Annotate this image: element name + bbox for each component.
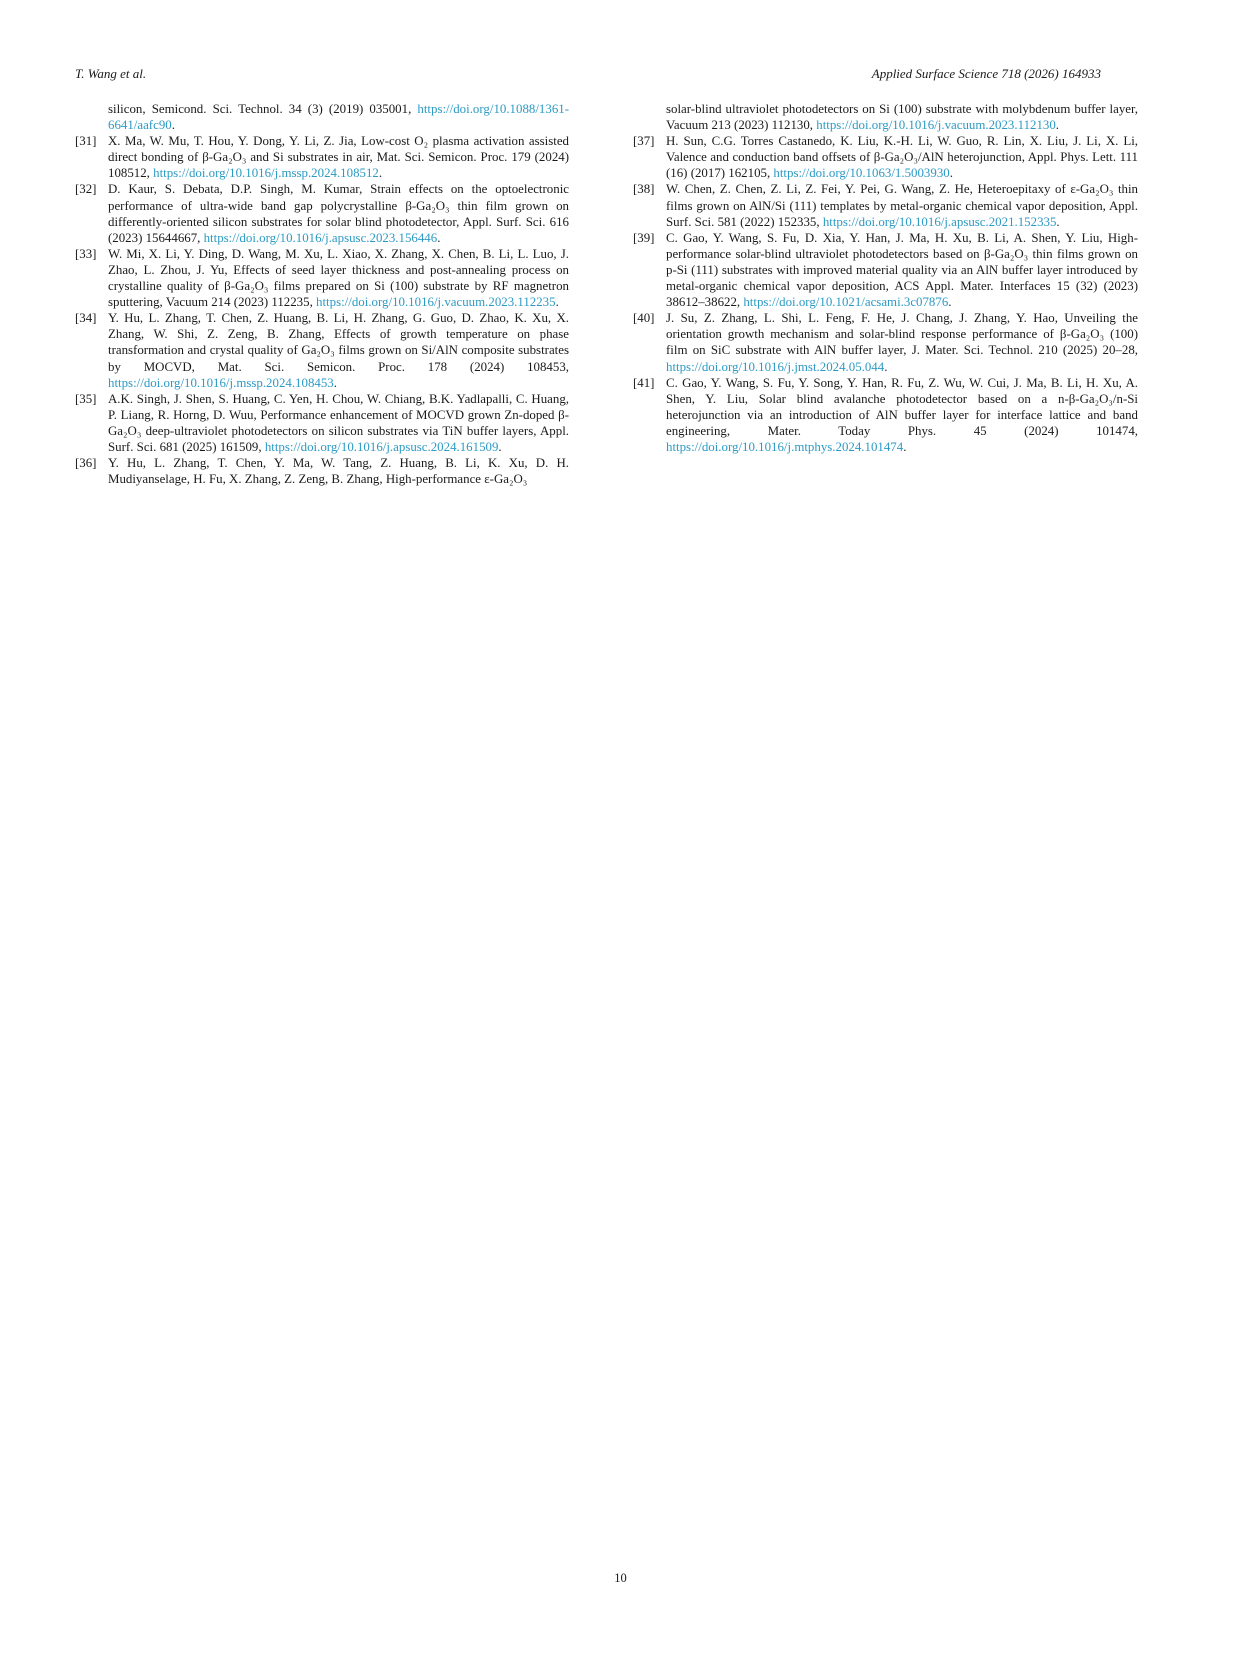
reference-text: . [948, 295, 952, 310]
references-column-left [75, 101, 569, 487]
reference-number: [35] [75, 391, 97, 406]
reference-item [633, 310, 1138, 374]
reference-text: . [333, 375, 337, 390]
reference-text: D. Kaur, S. Debata, D.P. Singh, M. Kumar, Strain effects on the optoelectronic performance of ultra-wide band gap polycrystalline β-Ga₂O₃ thin film grown on differently-oriented silicon substrates for solar blind photodetector, Appl. Surf. Sci. 616 (2023) 15644667, [108, 182, 569, 245]
page-number: 10 [614, 1571, 627, 1585]
reference-item [633, 375, 1138, 455]
reference-item [75, 246, 569, 310]
reference-number: [36] [75, 456, 97, 471]
doi-link[interactable]: https://doi.org/10.1021/acsami.3c07876 [743, 295, 949, 310]
reference-number: [33] [75, 246, 97, 261]
doi-link[interactable]: https://doi.org/10.1088/1361-6641/aafc90 [108, 102, 569, 133]
reference-text: Y. Hu, L. Zhang, T. Chen, Y. Ma, W. Tang, Z. Huang, B. Li, K. Xu, D. H. Mudiyanselage, H. Fu, X. Zhang, Z. Zeng, B. Zhang, High-performance ε-Ga₂O₃ [108, 456, 569, 487]
reference-item [633, 133, 1138, 181]
reference-number: [40] [633, 311, 655, 326]
running-header [75, 66, 1101, 82]
reference-item [75, 391, 569, 455]
reference-item [75, 310, 569, 390]
doi-link[interactable]: https://doi.org/10.1016/j.mssp.2024.108512 [153, 166, 379, 181]
reference-text: . [171, 118, 175, 133]
reference-text: A.K. Singh, J. Shen, S. Huang, C. Yen, H. Chou, W. Chiang, B.K. Yadlapalli, C. Huang, P. Liang, R. Horng, D. Wuu, Performance enhancement of MOCVD grown Zn-doped β-Ga₂O₃ deep-ultraviolet photodetectors on silicon substrates via TiN buffer layers, Appl. Surf. Sci. 681 (2025) 161509, [108, 391, 569, 454]
reference-number: [39] [633, 230, 655, 245]
reference-text: H. Sun, C.G. Torres Castanedo, K. Liu, K.-H. Li, W. Guo, R. Lin, X. Liu, J. Li, X. Li, Valence and conduction band offsets of β-Ga₂O₃/AlN heterojunction, Appl. Phys. Lett. 111 (16) (2017) 162105, [666, 134, 1138, 181]
reference-item [633, 181, 1138, 229]
reference-text: . [437, 230, 441, 245]
reference-item [75, 181, 569, 245]
references-section [75, 101, 1138, 487]
reference-continuation [633, 101, 1138, 133]
reference-text: C. Gao, Y. Wang, S. Fu, D. Xia, Y. Han, J. Ma, H. Xu, B. Li, A. Shen, Y. Liu, High-performance solar-blind ultraviolet photodetectors based on β-Ga₂O₃ thin films grown on p-Si (111) substrates with improved material quality via an AlN buffer layer introduced by metal-organic chemical vapor deposition, ACS Appl. Mater. Interfaces 15 (32) (2023) 38612–38622, [666, 230, 1138, 310]
reference-text: silicon, Semicond. Sci. Technol. 34 (3) (2019) 035001, [108, 102, 418, 116]
reference-text: . [378, 166, 383, 181]
reference-text: J. Su, Z. Zhang, L. Shi, L. Feng, F. He, J. Chang, J. Zhang, Y. Hao, Unveiling the orientation growth mechanism and solar-blind response performance of β-Ga₂O₃ (100) film on SiC substrate with AlN buffer layer, J. Mater. Sci. Technol. 210 (2025) 20–28, [666, 311, 1138, 358]
doi-link[interactable]: https://doi.org/10.1016/j.apsusc.2024.161509 [264, 439, 499, 454]
reference-item [75, 133, 569, 181]
doi-link[interactable]: https://doi.org/10.1016/j.mssp.2024.108453 [108, 375, 334, 390]
doi-link[interactable]: https://doi.org/10.1016/j.apsusc.2023.156446 [203, 230, 438, 245]
reference-text: . [555, 295, 559, 310]
reference-text: . [1055, 118, 1060, 133]
reference-number: [41] [633, 375, 655, 390]
doi-link[interactable]: https://doi.org/10.1016/j.vacuum.2023.112235 [316, 295, 556, 310]
doi-link[interactable]: https://doi.org/10.1016/j.vacuum.2023.112130 [816, 118, 1056, 133]
reference-text: W. Mi, X. Li, Y. Ding, D. Wang, M. Xu, L. Xiao, X. Zhang, X. Chen, B. Li, L. Luo, J. Zhao, L. Zhou, J. Yu, Effects of seed layer thickness and post-annealing process on crystalline quality of β-Ga₂O₃ films prepared on Si (100) substrate by RF magnetron sputtering, Vacuum 214 (2023) 112235, [108, 246, 569, 310]
reference-number: [34] [75, 311, 97, 326]
reference-text: solar-blind ultraviolet photodetectors on Si (100) substrate with molybdenum buffer layer, Vacuum 213 (2023) 112130, [666, 102, 1138, 133]
reference-text: W. Chen, Z. Chen, Z. Li, Z. Fei, Y. Pei, G. Wang, Z. He, Heteroepitaxy of ε-Ga₂O₃ thin films grown on AlN/Si (111) templates by metal-organic chemical vapor deposition, Appl. Surf. Sci. 581 (2022) 152335, [666, 182, 1138, 229]
doi-link[interactable]: https://doi.org/10.1016/j.apsusc.2021.152335 [822, 214, 1057, 229]
reference-text: C. Gao, Y. Wang, S. Fu, Y. Song, Y. Han, R. Fu, Z. Wu, W. Cui, J. Ma, B. Li, H. Xu, A. Shen, Y. Liu, Solar blind avalanche photodetector based on a n-β-Ga₂O₃/n-Si heterojunction via an introduction of AlN buffer layer for interface lattice and band engineering, Mater. Today Phys. 45 (2024) 101474, [666, 375, 1138, 438]
reference-text: . [903, 439, 907, 454]
doi-link[interactable]: https://doi.org/10.1016/j.jmst.2024.05.044 [666, 359, 885, 374]
reference-text: Y. Hu, L. Zhang, T. Chen, Z. Huang, B. Li, H. Zhang, G. Guo, D. Zhao, K. Xu, X. Zhang, W. Shi, Z. Zeng, B. Zhang, Effects of growth temperature on phase transformation and crystal quality of Ga₂O₃ films grown on Si/AlN composite substrates by MOCVD, Mat. Sci. Semicon. Proc. 178 (2024) 108453, [108, 311, 569, 374]
reference-item [633, 230, 1138, 310]
reference-number: [32] [75, 182, 97, 197]
reference-text: . [498, 439, 502, 454]
reference-number: [31] [75, 134, 97, 149]
reference-item [75, 455, 569, 487]
reference-text: X. Ma, W. Mu, T. Hou, Y. Dong, Y. Li, Z. Jia, Low-cost O₂ plasma activation assisted direct bonding of β-Ga₂O₃ and Si substrates in air, Mat. Sci. Semicon. Proc. 179 (2024) 108512, [108, 134, 569, 181]
reference-number: [38] [633, 182, 655, 197]
reference-number: [37] [633, 134, 655, 149]
references-column-right [633, 101, 1138, 487]
reference-text: . [884, 359, 888, 374]
reference-text: . [949, 166, 953, 181]
doi-link[interactable]: https://doi.org/10.1016/j.mtphys.2024.101474 [666, 439, 904, 454]
reference-text: . [1056, 214, 1060, 229]
header-author: T. Wang et al. [75, 66, 147, 81]
doi-link[interactable]: https://doi.org/10.1063/1.5003930 [773, 166, 950, 181]
reference-continuation [75, 101, 569, 133]
header-journal: Applied Surface Science 718 (2026) 164933 [871, 66, 1101, 81]
